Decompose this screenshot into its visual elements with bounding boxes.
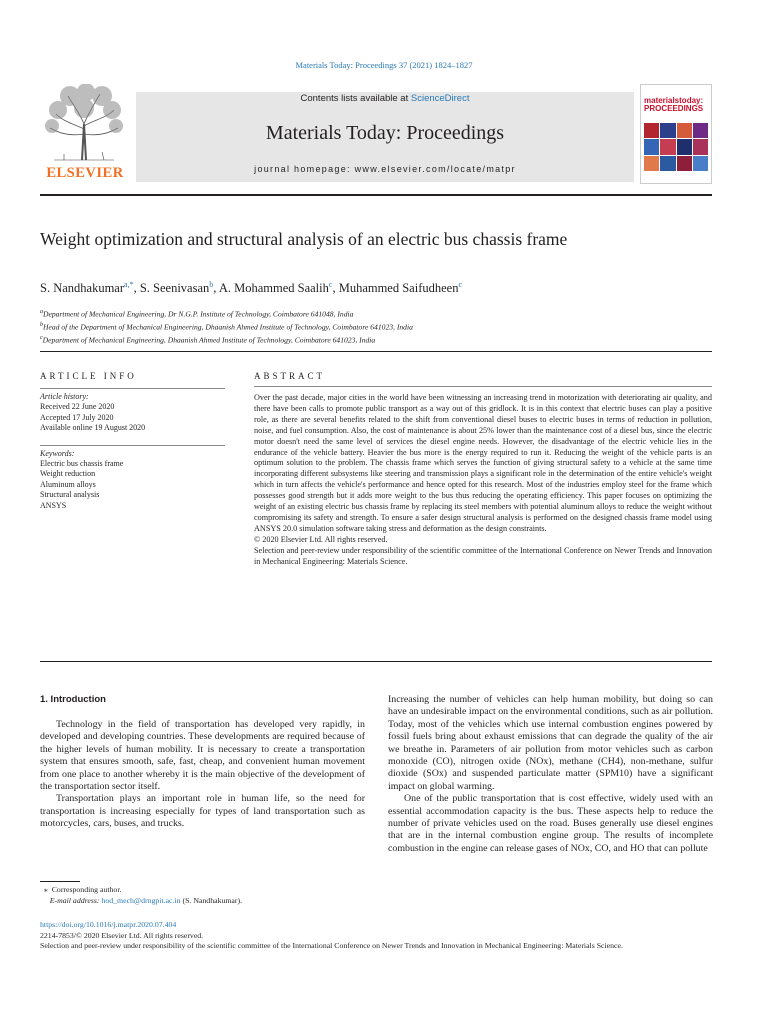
- author-name[interactable]: A. Mohammed Saalih: [218, 281, 329, 296]
- keyword-item: Aluminum alloys: [40, 479, 96, 489]
- journal-homepage[interactable]: journal homepage: www.elsevier.com/locate/matpr: [254, 164, 516, 174]
- author-affil-mark[interactable]: a,*: [124, 280, 134, 289]
- affiliation-item: [40, 333, 413, 346]
- abstract-end-rule: [40, 661, 712, 662]
- header-rule: [40, 194, 712, 196]
- body-right-column: [388, 694, 713, 855]
- corresponding-author-footnote: [40, 884, 242, 906]
- author-separator: ,: [332, 281, 339, 296]
- received-date: Received 22 June 2020: [40, 402, 115, 412]
- cover-title: [644, 97, 703, 113]
- journal-title: Materials Today: Proceedings: [265, 122, 505, 144]
- abstract-copyright: © 2020 Elsevier Ltd. All rights reserved.: [254, 534, 388, 544]
- cover-title-2: today:: [679, 96, 704, 105]
- author-separator: ,: [213, 281, 219, 296]
- body-left-column: [40, 719, 365, 831]
- cover-title-3: PROCEEDINGS: [644, 104, 704, 113]
- author-name[interactable]: Muhammed Saifudheen: [338, 281, 459, 296]
- info-rule: [40, 388, 225, 389]
- author-name[interactable]: S. Nandhakumar: [40, 281, 125, 296]
- author-affil-mark[interactable]: c: [328, 280, 333, 289]
- abstract-text: Over the past decade, major cities in the world have been witnessing an increasing trend in motorization with deteriorating air quality, and there have been calls to promote public transport as a way out of this gridlock. It is in this context that electric buses can play a positive role, as there are several benefits related to the shift from conventional diesel buses to electric buses in terms of reduction in pollution, noise, and fuel consumption. Also, the cost of maintenance is about 25% lower than the maintenance cost of a diesel bus, since the electric motor doesn't need the same level of services the diesel engine needs. However, the disadvantage of the electric vehicle lies in the endurance of the vehicle battery. Heavier the bus more is the energy required to run it. Reducing the weight of the vehicle parts is an optimum solution to the problem. The chassis frame which serves the function of giving structural safety to a vehicle at the same time incorporating different subsystems like steering and transmission plays a significant role in the determination of the entire vehicle's weight which in turn affects the vehicle's performance and hence opted for this research. Most of the industries employ steel for the frame which possesses good strength but it adds more weight to the bus thus reducing the operating efficiency. This paper focuses on optimizing the weight of an existing electric bus chassis frame by replacing its steel members with potential aluminum alloys to reduce the weight without compromising its safety and strength. To ensure a safer design structural analysis is performed on the designed chassis frame model using ANSYS 20.0 simulation software taking stress and deformation as the design constraints.: [254, 393, 712, 533]
- email-owner: (S. Nandhakumar).: [182, 896, 243, 905]
- affiliation-mark: b: [40, 322, 43, 329]
- page-footer: [40, 920, 712, 952]
- footnote-corresponding: [40, 884, 242, 895]
- footnote-rule: [40, 881, 80, 882]
- body-paragraph: Transportation plays an important role in human life, so the need for transportation is increasing especially for types of land transportation such as motorcycles, cars, buses, and trucks.: [40, 793, 365, 830]
- elsevier-tree-icon: [44, 84, 124, 162]
- affiliation-item: [40, 320, 413, 333]
- info-rule: [40, 445, 225, 446]
- accepted-date: Accepted 17 July 2020: [40, 412, 114, 422]
- online-date: Available online 19 August 2020: [40, 423, 146, 433]
- abstract-peer-review: Selection and peer-review under responsibility of the scientific committee of the International Conference on Newer Trends and Innovation in Mechanical Engineering: Materials Science.: [254, 545, 712, 566]
- keywords-label: Keywords:: [40, 448, 75, 458]
- cover-title-1: materials: [644, 96, 680, 105]
- article-title: Weight optimization and structural analysis of an electric bus chassis frame: [40, 229, 568, 249]
- body-paragraph: One of the public transportation that is cost effective, widely used with an essential accommodation capacity is the bus. These aspects help to reduce the number of private vehicles used on the road. Buses generally use diesel engines that are in the internal combustion engine group. The results of incomplete combustion in the engine can release gases of NOx, CO, and HO that can pollute: [388, 793, 713, 854]
- journal-cover-thumbnail[interactable]: [640, 84, 712, 184]
- section-heading-introduction: 1. Introduction: [40, 694, 106, 705]
- author-separator: ,: [133, 281, 140, 296]
- affiliation-item: [40, 307, 413, 320]
- affiliation-text: Head of the Department of Mechanical Engineering, Dhaanish Ahmed Institute of Technology, Coimbatore 641023, India: [43, 322, 413, 332]
- journal-masthead: [40, 84, 712, 184]
- footer-peer-review: Selection and peer-review under responsibility of the scientific committee of the International Conference on Newer Trends and Innovation in Mechanical Engineering: Materials Science.: [40, 941, 623, 950]
- cover-image-grid: [644, 123, 708, 171]
- affiliation-list: [40, 307, 413, 346]
- elsevier-logo[interactable]: [40, 84, 130, 184]
- affiliation-mark: c: [40, 335, 43, 342]
- body-paragraph: Increasing the number of vehicles can help human mobility, but doing so can have an undesirable impact on the environmental conditions, such as air pollution. Today, most of the vehicles which use internal combustion engines powered by fossil fuels bring about exhaust emissions that can degrade the quality of the air we breathe in. Parameters of air pollution from motor vehicles such as carbon monoxide (CO), nitrogen oxide (NOx), methane (CH4), non-methane, sulfur dioxide (SOx) and suspended particulate matter (SPM10) have a significant impact on global warming.: [388, 694, 713, 792]
- keyword-item: Structural analysis: [40, 490, 100, 500]
- footnote-corresponding-text: Corresponding author.: [51, 885, 122, 894]
- keyword-item: Weight reduction: [40, 469, 96, 479]
- elsevier-wordmark: ELSEVIER: [46, 165, 124, 181]
- keyword-item: ANSYS: [40, 500, 67, 510]
- affiliation-text: Department of Mechanical Engineering, Dhaanish Ahmed Institute of Technology, Coimbatore 641023, India: [42, 335, 376, 345]
- journal-banner: [136, 92, 634, 182]
- contents-prefix: Contents lists available at: [300, 93, 411, 104]
- footnote-email: [40, 895, 242, 906]
- body-paragraph: Technology in the field of transportation has developed very rapidly, in developed and developing countries. These developments are required because of the higher levels of human mobility. It is necessary to create a transportation system that ensures smooth, safe, fast, cheap, and convenient human movement from one place to another whereby it is the main objective of the development of the transportation sector itself.: [40, 719, 365, 793]
- author-name[interactable]: S. Seenivasan: [139, 281, 210, 296]
- affiliation-mark: a: [40, 309, 43, 315]
- author-affil-mark[interactable]: c: [458, 280, 463, 289]
- email-link[interactable]: hod_mech@drngpit.ac.in: [101, 896, 181, 905]
- email-label: E-mail address:: [49, 896, 100, 905]
- affiliation-rule: [40, 351, 712, 352]
- abstract-heading: ABSTRACT: [254, 371, 326, 381]
- issn-line: 2214-7853/© 2020 Elsevier Ltd. All rights reserved.: [40, 930, 204, 940]
- doi-link[interactable]: https://doi.org/10.1016/j.matpr.2020.07.404: [40, 920, 177, 929]
- author-list: [40, 280, 462, 296]
- contents-line: [136, 93, 634, 104]
- journal-citation[interactable]: Materials Today: Proceedings 37 (2021) 1824–1827: [295, 60, 473, 70]
- affiliation-text: Department of Mechanical Engineering, Dr N.G.P. Institute of Technology, Coimbatore 641048, India: [43, 309, 354, 319]
- footnote-mark: ⁎: [43, 885, 48, 894]
- keyword-item: Electric bus chassis frame: [40, 459, 124, 469]
- abstract-rule: [254, 386, 712, 387]
- history-label: Article history:: [40, 392, 89, 401]
- sciencedirect-link[interactable]: ScienceDirect: [410, 93, 470, 104]
- article-info: [40, 384, 225, 511]
- article-info-heading: ARTICLE INFO: [40, 371, 137, 381]
- abstract-body: [254, 393, 712, 568]
- author-affil-mark[interactable]: b: [209, 280, 214, 289]
